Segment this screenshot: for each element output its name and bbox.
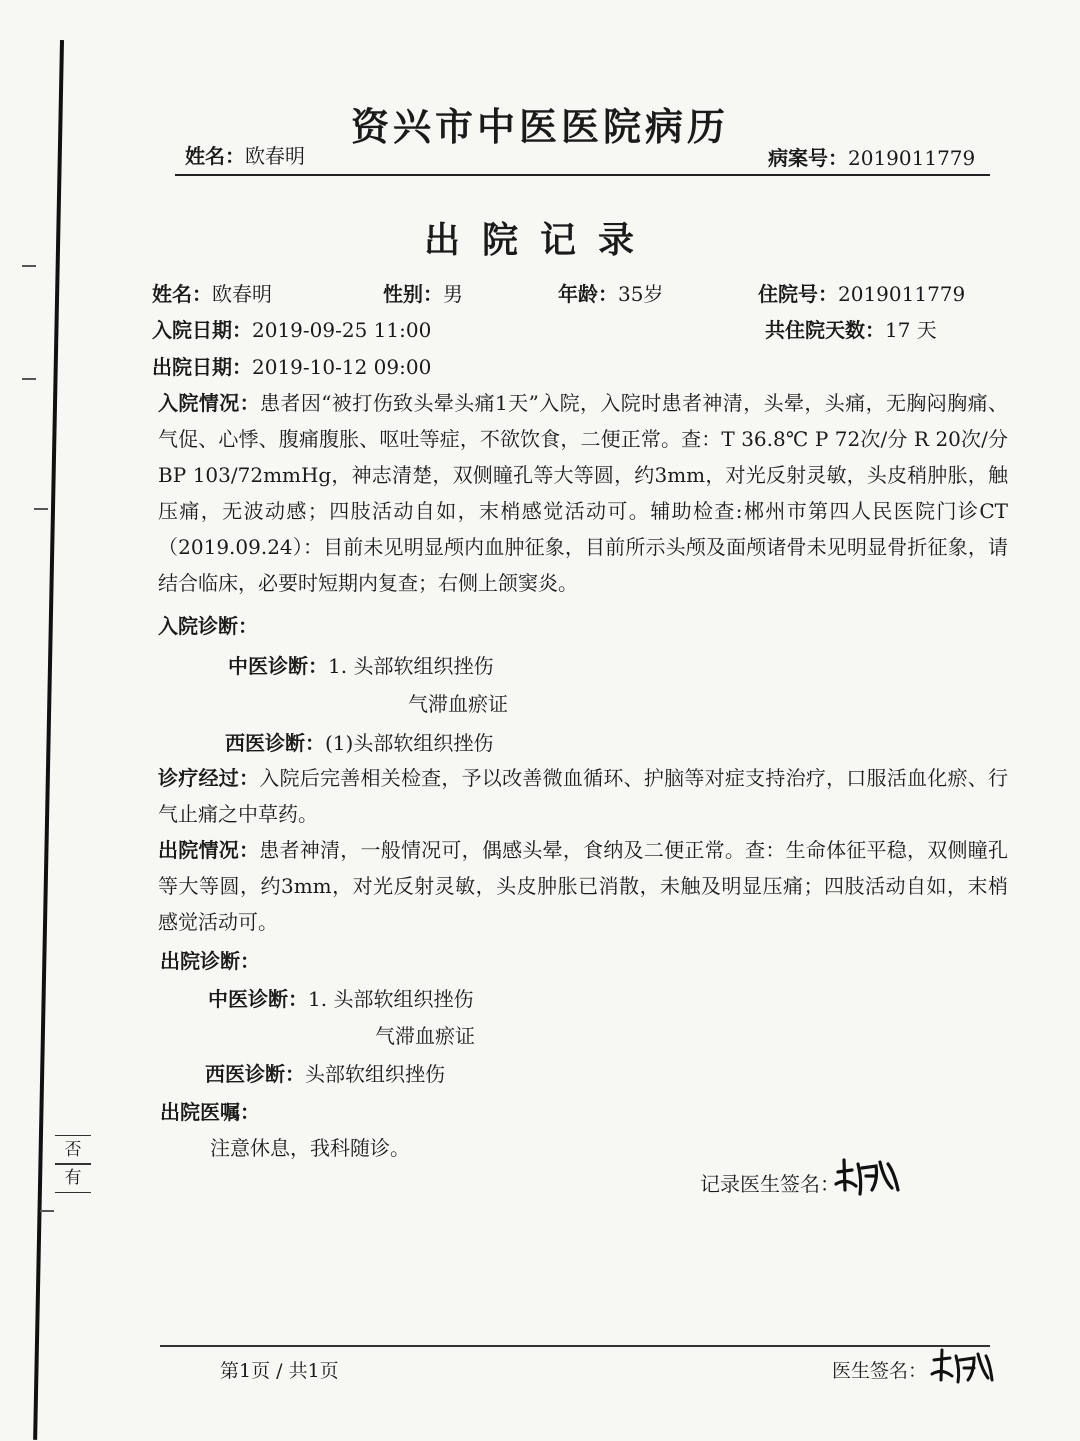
header-divider bbox=[175, 174, 990, 176]
treatment-course: 诊疗经过：入院后完善相关检查，予以改善微血循环、护脑等对症支持治疗，口服活血化瘀、行气止痛之中草药。 bbox=[158, 766, 1009, 826]
info-admit-date: 入院日期：2019-09-25 11:00 bbox=[152, 318, 432, 342]
discharge-tcm-diagnosis: 中医诊断：1. 头部软组织挫伤 bbox=[208, 987, 474, 1011]
info-stay-days: 共住院天数：17 天 bbox=[765, 318, 937, 342]
admit-wm-diagnosis: 西医诊断：(1)头部软组织挫伤 bbox=[225, 731, 494, 755]
info-discharge-date: 出院日期：2019-10-12 09:00 bbox=[152, 355, 432, 379]
side-mark-no: 否 bbox=[55, 1135, 91, 1165]
discharge-tcm-syndrome: 气滞血瘀证 bbox=[375, 1024, 475, 1048]
footer-signature bbox=[928, 1346, 996, 1388]
footer-signature-label: 医生签名： bbox=[832, 1360, 928, 1382]
admit-tcm-diagnosis: 中医诊断：1. 头部软组织挫伤 bbox=[228, 654, 494, 678]
admission-status: 入院情况：患者因“被打伤致头晕头痛1天”入院，入院时患者神清，头晕，头痛，无胸闷胸痛、气促、心悸、腹痛腹胀、呕吐等症，不欲饮食，二便正常。查：T 36.8℃ P 72次/分 R 20次/分 BP 103/72mmHg，神志清楚，双侧瞳孔等大等圆，约3mm，对光反射灵敏，头皮稍肿胀，触压痛，无波动感；四肢活动自如，末梢感觉活动可。辅助检查:郴州市第四人民医院门诊CT（2019.09.24）：目前未见明显颅内血肿征象，目前所示头颅及面颅诸骨未见明显骨折征象，请结合临床，必要时短期内复查；右侧上颌窦炎。 bbox=[158, 391, 1008, 595]
record-title: 出院记录 bbox=[423, 219, 656, 261]
info-sex: 性别：男 bbox=[383, 282, 463, 306]
info-name: 姓名：欧春明 bbox=[152, 282, 272, 306]
discharge-diagnosis-heading: 出院诊断： bbox=[160, 949, 260, 973]
info-age: 年龄：35岁 bbox=[558, 282, 664, 306]
header-case-number: 病案号：2019011779 bbox=[768, 146, 976, 170]
hospital-title: 资兴市中医医院病历 bbox=[350, 104, 729, 149]
discharge-orders-text: 注意休息，我科随诊。 bbox=[210, 1136, 410, 1160]
footer-divider bbox=[160, 1345, 990, 1347]
header-patient-name: 姓名：欧春明 bbox=[185, 144, 305, 168]
footer-page-number: 第1页 / 共1页 bbox=[220, 1360, 339, 1382]
admit-diagnosis-heading: 入院诊断： bbox=[158, 614, 258, 638]
discharge-status: 出院情况：患者神清，一般情况可，偶感头晕，食纳及二便正常。查：生命体征平稳，双侧瞳孔等大等圆，约3mm，对光反射灵敏，头皮肿胀已消散，未触及明显压痛；四肢活动自如，末梢感觉活动可。 bbox=[158, 838, 1009, 934]
recorder-signature-label: 记录医生签名： bbox=[700, 1172, 840, 1196]
info-inpatient-number: 住院号：2019011779 bbox=[758, 282, 966, 306]
side-mark-yes: 有 bbox=[55, 1163, 91, 1193]
discharge-wm-diagnosis: 西医诊断：头部软组织挫伤 bbox=[205, 1062, 445, 1086]
recorder-signature bbox=[832, 1150, 902, 1198]
discharge-orders-heading: 出院医嘱： bbox=[160, 1100, 260, 1124]
admit-tcm-syndrome: 气滞血瘀证 bbox=[408, 692, 508, 716]
